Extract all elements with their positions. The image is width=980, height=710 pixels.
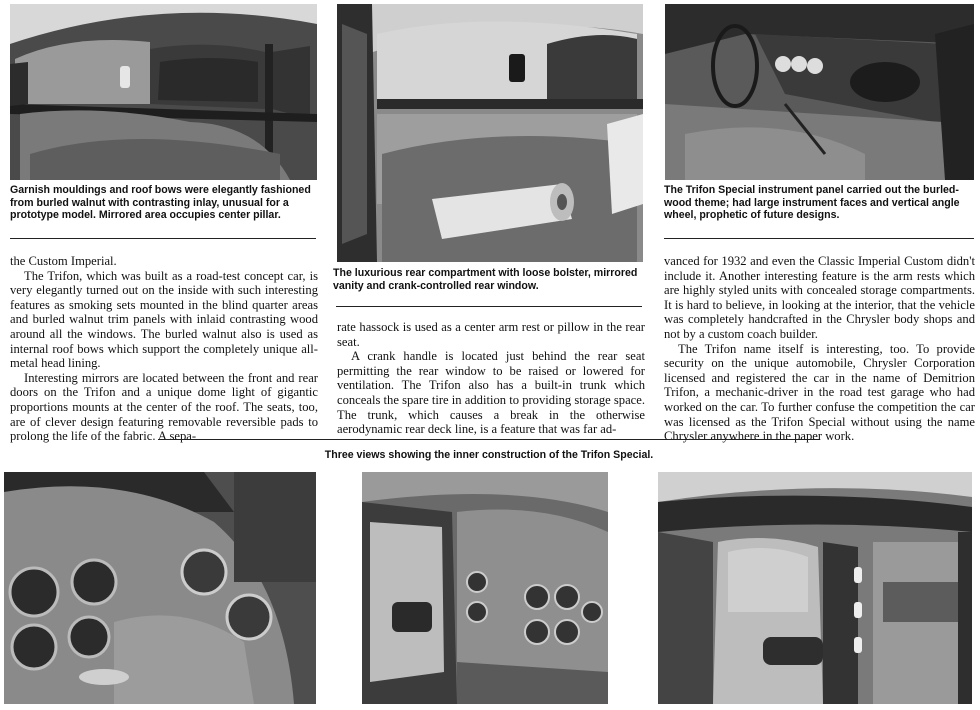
caption-bottom-center: Three views showing the inner construction of the Trifon Special. (324, 449, 654, 461)
article-paragraph: Interesting mirrors are located between the front and rear doors on the Trifon and a unique dome light of gigantic proportions mounts at the center of the roof. The seats, too, are of clever design featuring removable reversible pads to prolong the life of the fabric. A sepa- (10, 370, 318, 444)
photo-inner-construction-2 (362, 472, 608, 704)
photo-inner-construction-3 (658, 472, 972, 704)
caption-top-right: The Trifon Special instrument panel carried out the burled-wood theme; had large instrument faces and vertical angle wheel, prophetic of future designs. (664, 184, 960, 222)
photo-rear-compartment-bolster (337, 4, 643, 262)
article-paragraph: The Trifon name itself is interesting, too. To provide security on the unique automobile, Chrysler Corporation licensed and registered the car in the name of Demitrion Trifon, a mechanic-driver in the road test garage who had worked on the car. To further confuse the competition the car was licensed as the Trifon Special without using the name Chrysler anywhere in the paper work. (664, 341, 975, 444)
divider (336, 306, 642, 307)
divider (158, 439, 820, 440)
article-column-1 (10, 254, 318, 444)
article-column-2 (337, 320, 645, 437)
article-column-3 (664, 254, 975, 444)
caption-top-left: Garnish mouldings and roof bows were elegantly fashioned from burled walnut with contrasting inlay, unusual for a prototype model. Mirrored area occupies center pillar. (10, 184, 311, 222)
caption-top-middle: The luxurious rear compartment with loose bolster, mirrored vanity and crank-controlled rear window. (333, 267, 638, 292)
photo-instrument-panel (665, 4, 974, 180)
article-paragraph: The Trifon, which was built as a road-test concept car, is very elegantly turned out on the inside with such interesting features as smoking sets mounted in the blind quarter areas and burled walnut trim panels with inlaid contrasting wood around all the windows. The burled walnut also is used as internal roof bows which support the completely unique all-metal head lining. (10, 268, 318, 371)
article-paragraph: A crank handle is located just behind the rear seat permitting the rear window to be raised or lowered for ventilation. The Trifon also has a built-in trunk which conceals the spare tire in addition to providing storage space. The trunk, which causes a break in the otherwise aerodynamic rear deck line, is a feature that was far ad- (337, 349, 645, 437)
divider (10, 238, 316, 239)
article-paragraph: the Custom Imperial. (10, 254, 117, 268)
photo-inner-construction-1 (4, 472, 316, 704)
photo-rear-interior-garnish-mouldings (10, 4, 317, 180)
article-paragraph: rate hassock is used as a center arm rest or pillow in the rear seat. (337, 320, 645, 349)
article-paragraph: vanced for 1932 and even the Classic Imperial Custom didn't include it. Another interesting feature is the arm rests which are highly styled units with concealed storage compartments. It is hard to believe, in looking at the interior, that the vehicle was completely handcrafted in the Chrysler body shops and not by a custom coach builder. (664, 254, 975, 341)
divider (664, 238, 974, 239)
